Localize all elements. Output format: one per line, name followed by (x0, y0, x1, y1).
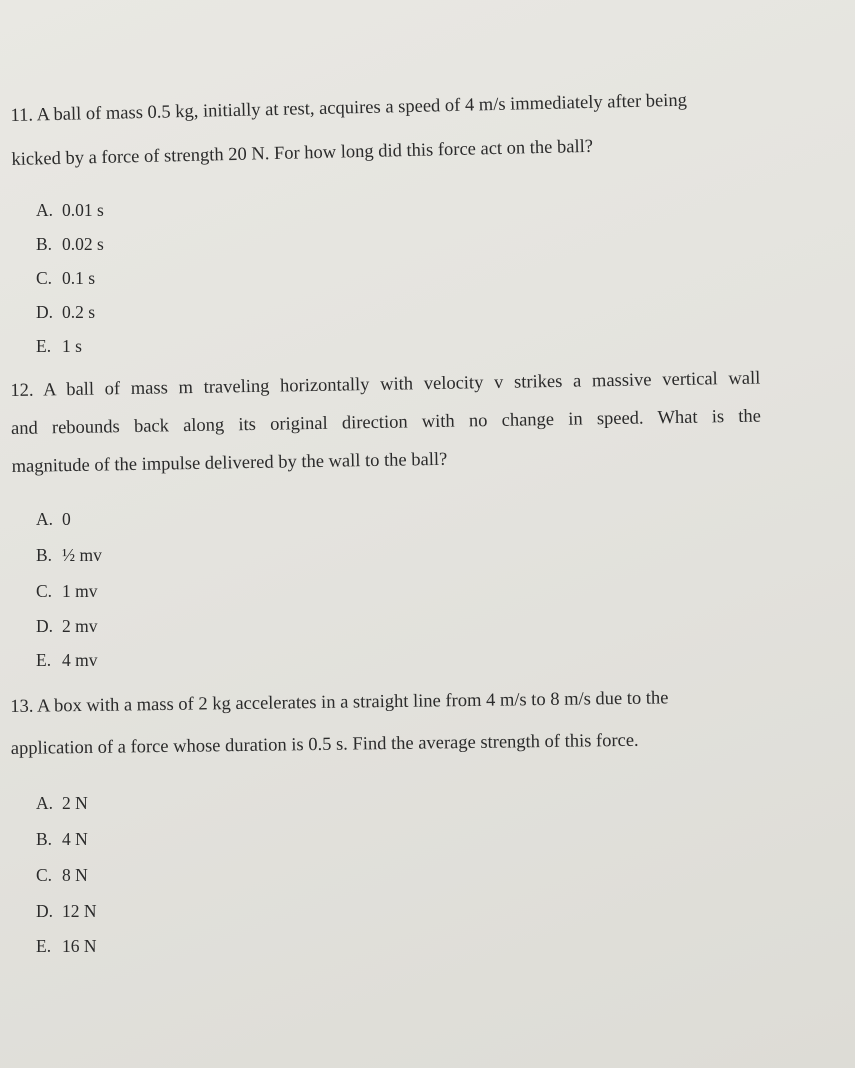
option-text: 12 N (62, 901, 97, 921)
question-12 (10, 354, 770, 477)
option-text: 0.01 s (62, 200, 104, 220)
option-text: 0.1 s (62, 268, 96, 288)
option-a (36, 509, 71, 529)
option-letter: B. (36, 545, 53, 565)
question-13 (10, 673, 770, 759)
option-letter: B. (36, 234, 53, 254)
option-text: ½ mv (62, 545, 102, 565)
option-letter: D. (36, 302, 54, 322)
option-e (36, 336, 82, 356)
option-a (36, 793, 88, 813)
option-letter: A. (36, 200, 54, 220)
option-letter: E. (36, 936, 52, 956)
option-letter: C. (36, 865, 53, 885)
option-letter: B. (36, 829, 53, 849)
option-letter: C. (36, 581, 53, 601)
option-e (36, 936, 97, 956)
question-text-line: kicked by a force of strength 20 N. For how long did this force act on the ball? (11, 136, 594, 170)
option-text: 4 mv (62, 650, 98, 670)
option-text: 2 mv (62, 616, 98, 636)
option-letter: A. (36, 509, 54, 529)
option-text: 1 s (62, 336, 82, 356)
option-d (36, 616, 98, 636)
question-text-line: 13. A box with a mass of 2 kg accelerates in a straight line from 4 m/s to 8 m/s due to the (10, 688, 669, 717)
option-letter: C. (36, 268, 53, 288)
option-text: 16 N (62, 936, 97, 956)
question-text-line: magnitude of the impulse delivered by the wall to the ball? (11, 449, 448, 477)
option-c (36, 865, 88, 885)
option-letter: D. (36, 901, 54, 921)
question-text-line: application of a force whose duration is 0.5 s. Find the average strength of this force. (10, 730, 639, 759)
option-letter: E. (36, 650, 52, 670)
option-d (36, 302, 95, 322)
option-d (36, 901, 97, 921)
option-b (36, 829, 88, 849)
option-b (36, 234, 104, 254)
option-c (36, 581, 98, 601)
option-c (36, 268, 95, 288)
option-text: 4 N (62, 829, 88, 849)
option-a (36, 200, 104, 220)
question-text-line: and rebounds back along its original direction with no change in speed. What is the (10, 406, 762, 439)
option-letter: A. (36, 793, 54, 813)
option-letter: E. (36, 336, 52, 356)
option-text: 0.02 s (62, 234, 104, 254)
question-text-line: 12. A ball of mass m traveling horizontally with velocity v strikes a massive vertical wall (10, 368, 761, 401)
option-letter: D. (36, 616, 54, 636)
option-text: 1 mv (62, 581, 98, 601)
option-text: 0 (62, 509, 71, 529)
option-b (36, 545, 102, 565)
option-e (36, 650, 98, 670)
option-text: 0.2 s (62, 302, 96, 322)
question-text-line: 11. A ball of mass 0.5 kg, initially at rest, acquires a speed of 4 m/s immediately after being (10, 90, 688, 126)
option-text: 8 N (62, 865, 88, 885)
option-text: 2 N (62, 793, 88, 813)
question-11 (10, 75, 770, 170)
